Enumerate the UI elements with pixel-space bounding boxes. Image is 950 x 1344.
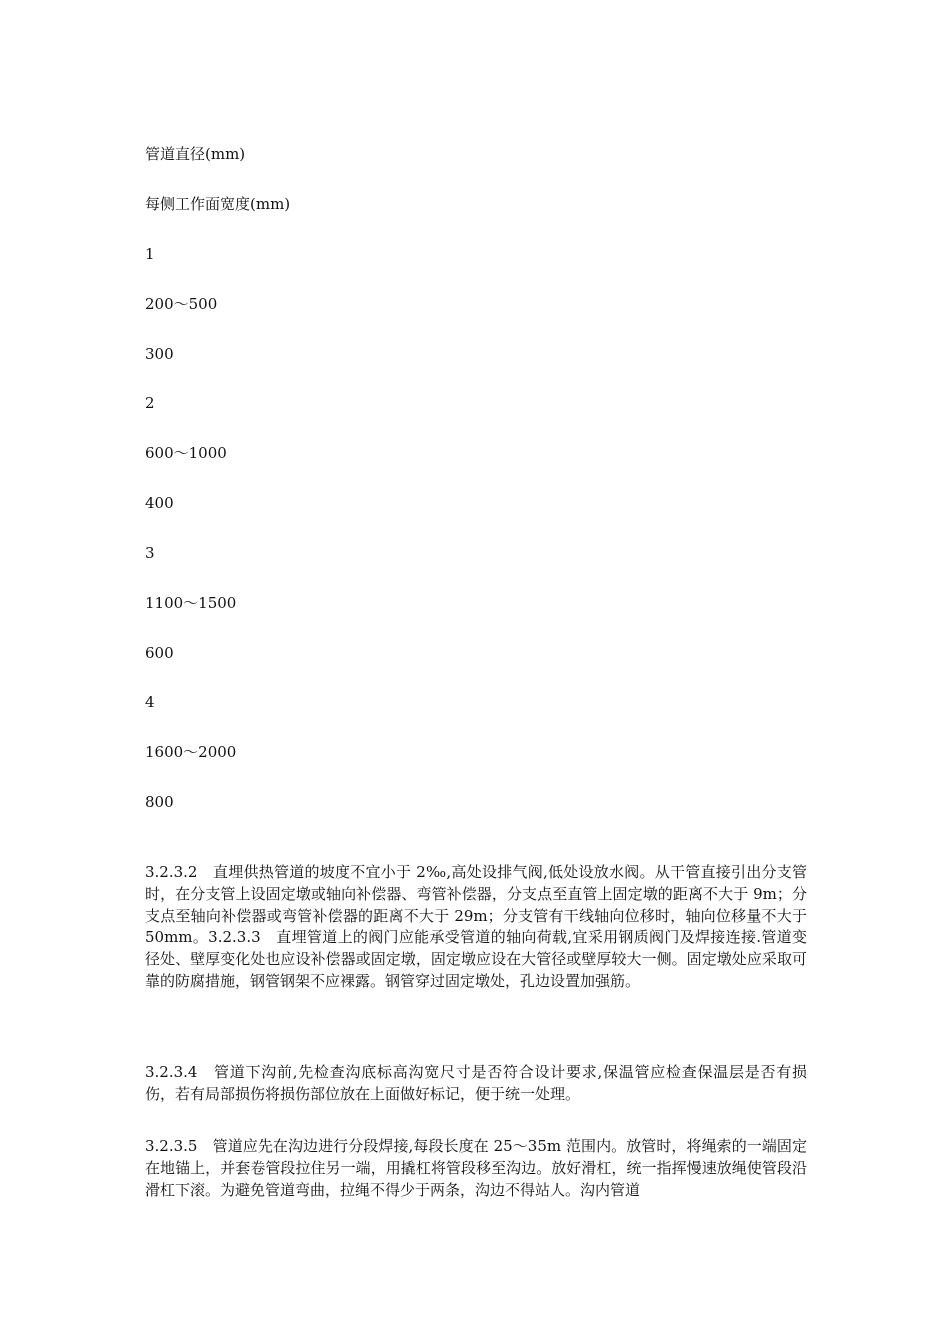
paragraph-3-2-3-4: 3.2.3.4 管道下沟前,先检查沟底标高沟宽尺寸是否符合设计要求,保温管应检查保温层是否有损伤，若有局部损伤将损伤部位放在上面做好标记，便于统一处理。 (145, 1063, 807, 1103)
paragraph-3-2-3-2: 3.2.3.2 直埋供热管道的坡度不宜小于 2‰,高处设排气阀,低处设放水阀。从干管直接引出分支管时，在分支管上设固定墩或轴向补偿器、弯管补偿器，分支点至直管上固定墩的距离不大于 9m；分支点至轴向补偿器或弯管补偿器的距离不大于 29m；分支管有干线轴向位移时，轴向位移量不大于 50mm。3.2.3.3 直埋管道上的阀门应能承受管道的轴向荷载,宜采用钢质阀门及焊接连接.管道变径处、壁厚变化处也应设补偿器或固定墩，固定墩应设在大管径或壁厚较大一侧。固定墩处应采取可靠的防腐措施，钢管钢架不应裸露。钢管穿过固定墩处，孔边设置加强筋。 (145, 863, 807, 990)
table-row-index: 2 (145, 394, 155, 412)
table-header-diameter: 管道直径(mm) (145, 145, 246, 163)
table-row-index: 4 (145, 693, 155, 711)
table-row-diameter: 1100～1500 (145, 594, 237, 612)
table-header-width: 每侧工作面宽度(mm) (145, 195, 291, 213)
table-row-width: 300 (145, 345, 174, 363)
table-row-index: 3 (145, 544, 155, 562)
table-row-width: 600 (145, 644, 174, 662)
table-row-width: 400 (145, 494, 174, 512)
table-row-diameter: 200～500 (145, 295, 218, 313)
table-row-diameter: 600～1000 (145, 444, 227, 462)
paragraph-3-2-3-5: 3.2.3.5 管道应先在沟边进行分段焊接,每段长度在 25～35m 范围内。放管时，将绳索的一端固定在地锚上，并套卷管段拉住另一端，用撬杠将管段移至沟边。放好滑杠，统一指挥慢速放绳使管段沿滑杠下滚。为避免管道弯曲，拉绳不得少于两条，沟边不得站人。沟内管道 (145, 1137, 807, 1199)
table-row-diameter: 1600～2000 (145, 743, 237, 761)
table-row-index: 1 (145, 245, 155, 263)
table-row-width: 800 (145, 793, 174, 811)
